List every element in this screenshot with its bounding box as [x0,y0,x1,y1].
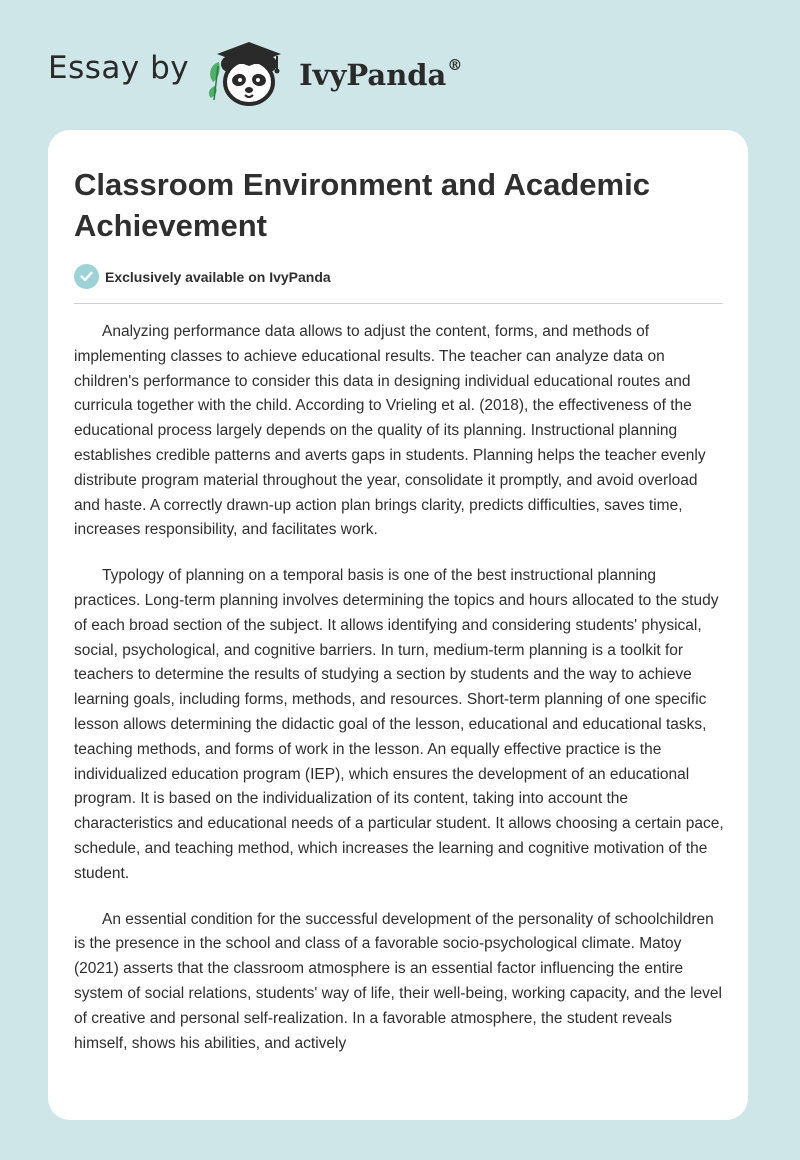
exclusive-badge-text: Exclusively available on IvyPanda [105,268,331,285]
panda-logo-icon[interactable] [203,36,293,108]
brand-name-text: IvyPanda [299,58,447,92]
essay-by-label: Essay by [48,50,190,86]
essay-title: Classroom Environment and Academic Achievement [74,167,650,243]
exclusive-badge [74,264,331,289]
essay-paragraph: Typology of planning on a temporal basis is one of the best instructional planning practices. Long-term planning involves determining the topics and hours allocated to the study of each broad section of the subject. It allows identifying and considering students' physical, social, psychological, and cognitive barriers. In turn, medium-term planning is a toolkit for teachers to determine the results of studying a section by students and the way to achieve learning goals, including forms, methods, and resources. Short-term planning of one specific lesson allows determining the didactic goal of the lesson, educational and educational tasks, teaching methods, and forms of work in the lesson. An equally effective practice is the individualized education program (IEP), which ensures the development of an educational program. It is based on the individualization of its content, taking into account the characteristics and educational needs of a particular student. It allows choosing a certain pace, schedule, and teaching method, which increases the learning and cognitive motivation of the student. [74,567,724,882]
site-header [48,36,462,108]
brand-name[interactable] [299,58,462,92]
essay-paragraph: Analyzing performance data allows to adjust the content, forms, and methods of implementing classes to achieve educational results. The teacher can analyze data on children's performance to consider this data in designing individual educational routes and curricula together with the child. According to Vrieling et al. (2018), the effectiveness of the educational process largely depends on the quality of its planning. Instructional planning establishes credible patterns and averts gaps in students. Planning helps the teacher evenly distribute program material throughout the year, consolidate it promptly, and avoid overload and haste. A correctly drawn-up action plan brings clarity, predicts difficulties, saves time, increases responsibility, and facilitates work. [74,323,706,539]
essay-card [48,130,748,1120]
title-divider [74,303,723,304]
check-circle-icon [74,264,99,289]
essay-paragraph: An essential condition for the successful development of the personality of schoolchildren is the presence in the school and class of a favorable socio-psychological climate. Matoy (2021) asserts that the classroom atmosphere is an essential factor influencing the entire system of social relations, students' way of life, their well-being, working capacity, and the level of creative and personal self-realization. In a favorable atmosphere, the student reveals himself, shows his abilities, and actively [74,910,722,1052]
registered-mark: ® [447,56,463,74]
essay-body [74,320,724,1077]
